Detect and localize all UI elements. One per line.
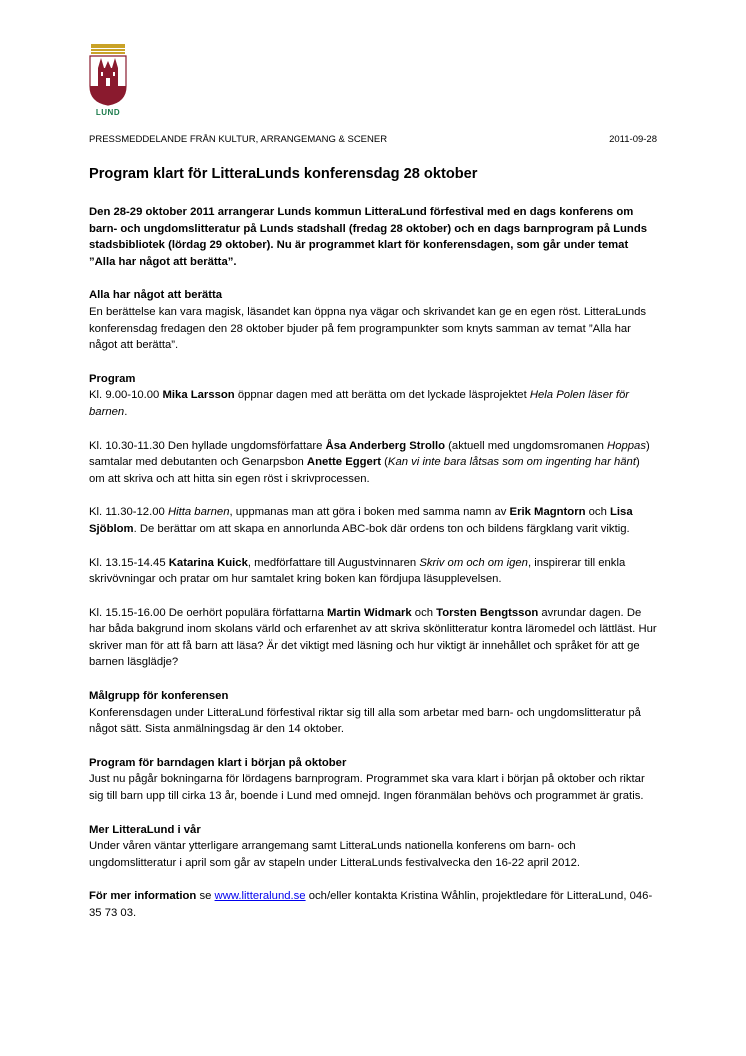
press-release-label: PRESSMEDDELANDE FRÅN KULTUR, ARRANGEMANG & SCENER — [89, 134, 388, 145]
section-heading: Program för barndagen klart i början på oktober — [89, 756, 347, 769]
program-text: , uppmanas man att göra i boken med samma namn av — [229, 506, 510, 519]
program-item-3 — [89, 504, 657, 537]
book-title: Skriv om och om igen — [419, 556, 528, 569]
info-label: För mer information — [89, 890, 197, 903]
book-title: Hoppas — [607, 439, 646, 452]
section-heading: Alla har något att berätta — [89, 289, 223, 302]
program-time: Kl. 13.15-14.45 — [89, 556, 169, 569]
program-text: . De berättar om att skapa en annorlunda ABC-bok där ordens ton och bildens färgklang varit viktig. — [133, 522, 630, 535]
speaker-name: Torsten Bengtsson — [436, 606, 539, 619]
lead-paragraph: Den 28-29 oktober 2011 arrangerar Lunds kommun LitteraLund förfestival med en dags konferens om barn- och ungdomslitteratur på Lunds stadshall (fredag 28 oktober) och en dags barnprogram på Lunds stadsbibliotek (lördag 29 oktober). Nu är programmet klart för konferensdagen, som går under temat ”Alla har något att berätta”. — [89, 206, 648, 268]
speaker-name: Anette Eggert — [306, 456, 381, 469]
book-title: Hela Polen läser för barnen — [89, 389, 630, 418]
program-text: , inspirerar till enkla skrivövningar och pratar om hur samtalet kring boken kan fördjupa läsupplevelsen. — [89, 556, 626, 586]
program-text: avrundar dagen. De har båda bakgrund inom skolans värld och erfarenhet av att skriva skönlitteratur kontra läromedel och lättläst. Hur skriver man för att få barn att läsa? Är det viktigt med läsning och hur viktigt är innehållet och språket för att ge barnen läsglädje? — [89, 606, 657, 669]
program-item-4 — [89, 555, 657, 588]
book-title: Hitta barnen — [167, 506, 230, 519]
section-heading: Målgrupp för konferensen — [89, 690, 229, 703]
program-time: Kl. 9.00-10.00 — [89, 389, 163, 402]
program-text: ) samtalar med debutanten och Genarpsbon — [89, 439, 650, 469]
program-text: . — [124, 405, 128, 418]
section-malgrupp — [89, 688, 657, 738]
info-text: och/eller kontakta Kristina Wåhlin, projektledare för LitteraLund, 046-35 73 03. — [89, 890, 653, 919]
lund-logo — [89, 42, 127, 118]
program-text: ( — [381, 456, 388, 469]
program-text: Kl. 15.15-16.00 De oerhört populära författarna — [89, 606, 328, 619]
speaker-name: Mika Larsson — [162, 389, 235, 402]
contact-info — [89, 888, 657, 921]
section-text: En berättelse kan vara magisk, läsandet kan öppna nya vägar och skrivandet kan ge en egen röst. LitteraLunds konferensdag fredagen den 28 oktober bjuder på fem programpunkter som knyts samman av temat ”Alla har något att berätta”. — [89, 305, 647, 352]
section-text: Under våren väntar ytterligare arrangemang samt LitteraLunds nationella konferens om barn- och ungdomslitteratur i april som går av stapeln under LitteraLunds festivalvecka den 16-22 april 2012. — [89, 840, 581, 869]
section-heading: Mer LitteraLund i vår — [89, 823, 201, 836]
book-title: Kan vi inte bara låtsas som om ingenting har hänt — [387, 456, 636, 469]
program-item-2 — [89, 438, 657, 488]
program-text: ) om att skriva och att hitta sin egen röst i skrivprocessen. — [89, 456, 640, 485]
section-barndagen — [89, 755, 657, 805]
info-text: se — [196, 890, 215, 903]
program-text: Kl. 10.30-11.30 Den hyllade ungdomsförfattare — [89, 439, 326, 452]
release-date: 2011-09-28 — [609, 134, 657, 145]
speaker-name: Lisa Sjöblom — [89, 506, 633, 535]
program-text: och — [411, 606, 437, 619]
program-text: , medförfattare till Augustvinnaren — [247, 556, 420, 569]
website-link[interactable]: www.litteralund.se — [214, 890, 306, 903]
program-item-1 — [89, 371, 657, 421]
section-alla-har — [89, 287, 657, 353]
speaker-name: Åsa Anderberg Strollo — [325, 439, 446, 452]
program-time: Kl. 11.30-12.00 — [89, 506, 168, 519]
logo-text: LUND — [95, 108, 121, 117]
section-text: Konferensdagen under LitteraLund förfestival riktar sig till alla som arbetar med barn- och ungdomslitteratur på något sätt. Sista anmälningsdag är den 14 oktober. — [89, 706, 641, 736]
document-body — [89, 204, 657, 939]
program-heading: Program — [89, 372, 136, 385]
section-mer-litteralund — [89, 822, 657, 872]
lund-coat-of-arms-icon — [89, 42, 127, 106]
program-text: och — [585, 506, 610, 519]
speaker-name: Erik Magntorn — [509, 506, 586, 519]
speaker-name: Martin Widmark — [327, 606, 412, 619]
press-header — [89, 134, 657, 145]
page-title: Program klart för LitteraLunds konferensdag 28 oktober — [89, 166, 478, 182]
program-text: öppnar dagen med att berätta om det lyckade läsprojektet — [234, 389, 530, 402]
program-item-5 — [89, 605, 657, 671]
program-text: (aktuell med ungdomsromanen — [445, 439, 608, 452]
speaker-name: Katarina Kuick — [168, 556, 248, 569]
section-text: Just nu pågår bokningarna för lördagens barnprogram. Programmet ska vara klart i början på oktober och riktar sig till barn upp till cirka 13 år, boende i Lund med omnejd. Ingen föranmälan behövs och programmet är gratis. — [89, 773, 645, 803]
